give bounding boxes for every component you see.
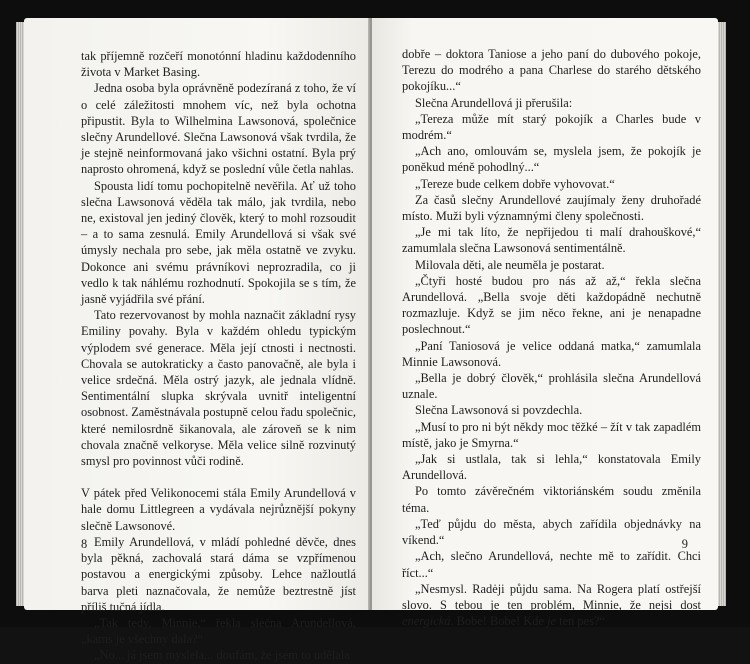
paragraph: Tato rezervovanost by mohla naznačit základní rysy Emiliny povahy. Byla v každém ohledu typickým výplodem své generace. Měla její ctnosti i nectnosti. Chovala se autokraticky a často panovačně, ale byla i velice srdečná. Měla ostrý jazyk, ale jednala vlídně. Sentimentální slupka skrývala uvnitř inteligentní osobnost. Zaměstnávala postupně celou řadu společnic, které nemilosrdně šikanovala, ale zároveň se k nim chovala značně velkoryse. Měla velice silně rozvinutý smysl pro povinnost vůči rodině.: [81, 308, 356, 469]
paragraph: „Paní Taniosová je velice oddaná matka,“ zamumlala Minnie Lawsonová.: [402, 338, 701, 369]
paragraph: dobře – doktora Taniose a jeho paní do dubového pokoje, Terezu do modrého a pana Charlese do starého dětského pokojíku...“: [402, 47, 701, 94]
paragraph: Slečna Arundellová ji přerušila:: [415, 95, 573, 110]
paragraph: „Tereze bude celkem dobře vyhovovat.“: [415, 176, 615, 191]
paragraph: „Bella je dobrý člověk,“ prohlásila slečna Arundellová uznale.: [402, 371, 701, 402]
paragraph: „Ach, slečno Arundellová, nechte mě to zařídit. Chci říct...“: [402, 549, 701, 580]
left-page: [24, 18, 370, 663]
paragraph: Spousta lidí tomu pochopitelně nevěřila. Ať už toho slečna Lawsonová věděla tak málo, jak tvrdila, nebo ne, existoval jen jediný člověk, který to mohl rozsoudit – a to sama zesnulá. Emily Arundellová si však své úmysly nechala pro sebe, jak měla ostatně ve zvyku. Dokonce ani svému právníkovi neprozradila, co ji vedlo k tak náhlému rozhodnutí. Spokojila se s tím, že jasně vyjádřila své přání.: [81, 178, 356, 307]
paragraph: „Čtyři hosté budou pro nás až až,“ řekla slečna Arundellová. „Bella svoje děti každopádně nechutně rozmazluje. Když se jim něco řekne, ani je nenapadne poslechnout.“: [402, 273, 701, 337]
paragraph: „Tereza může mít starý pokojík a Charles bude v modrém.“: [402, 111, 701, 143]
paragraph: „No... já jsem myslela... doufám, že jsem to udělala: [94, 648, 350, 663]
paragraph: V pátek před Velikonocemi stála Emily Arundellová v hale domu Littlegreen a vydávala nejrůznější pokyny slečně Lawsonové.: [81, 486, 356, 533]
paragraph: „Jak si ustlala, tak si lehla,“ konstatovala Emily Arundellová.: [402, 452, 701, 483]
paragraph: „Nesmysl. Radėji půjdu sama. Na Rogera platí ostřejší slovo. S tebou je ten problém, Minnie, že nejsi dost energická. Bobe! Bobe! Kde je ten pes?“: [402, 581, 701, 629]
left-page-text: [81, 48, 356, 664]
paragraph: „Tak tedy, Minnie,“ řekla slečna Arundellová, „kams je všechny dala?“: [81, 615, 356, 647]
right-page: [372, 18, 718, 629]
paragraph: „Ach ano, omlouvám se, myslela jsem, že pokojík je poněkud méně pohodlný...“: [402, 144, 701, 175]
paragraph: Slečna Lawsonová si povzdechla.: [415, 403, 583, 418]
page-edges-left: [16, 22, 24, 606]
page-edges-right: [718, 22, 726, 606]
paragraph: Emily Arundellová, v mládí pohledné děvče, dnes byla pěkná, zachovalá stará dáma se vzpřímenou postavou a energickými způsoby. Lehce nažloutlá barva pleti naznačovala, že nemůže beztrestně jíst příliš tučná jídla.: [81, 534, 356, 614]
paragraph: „Je mi tak líto, že nepřijedou ti malí drahouškové,“ zamumlala slečna Lawsonová sentimentálně.: [402, 225, 701, 256]
paragraph: tak příjemně rozčeří monotónní hladinu každodenního života v Market Basing.: [81, 49, 356, 80]
paragraph: Milovala děti, ale neuměla je postarat.: [415, 257, 605, 272]
paragraph: Po tomto závěrečném viktoriánském soudu změnila téma.: [402, 484, 701, 515]
paragraph: „Teď půjdu do města, abych zařídila objednávky na víkend.“: [402, 516, 701, 548]
paragraph: Za časů slečny Arundellové zaujímaly ženy druhořadé místo. Muži byli významnými členy společnosti.: [402, 192, 701, 224]
page-number-right: 9: [681, 537, 688, 551]
right-page-text: [402, 46, 701, 629]
paragraph: „Musí to pro ni být někdy moc těžké – žít v tak zapadlém místě, jako je Smyrna.“: [402, 419, 701, 450]
paragraph: Jedna osoba byla oprávněně podezíraná z toho, že ví o celé záležitosti mnohem víc, než byla ochotna připustit. Byla to Wilhelmina Lawsonová, společnice slečny Arundellové. Slečna Lawsonová však tvrdila, že je stejně neinformovaná jako všichni ostatní. Byla prý naprosto ohromená, když se poslední vůle četla nahlas.: [81, 81, 356, 177]
page-number-left: 8: [81, 537, 88, 551]
